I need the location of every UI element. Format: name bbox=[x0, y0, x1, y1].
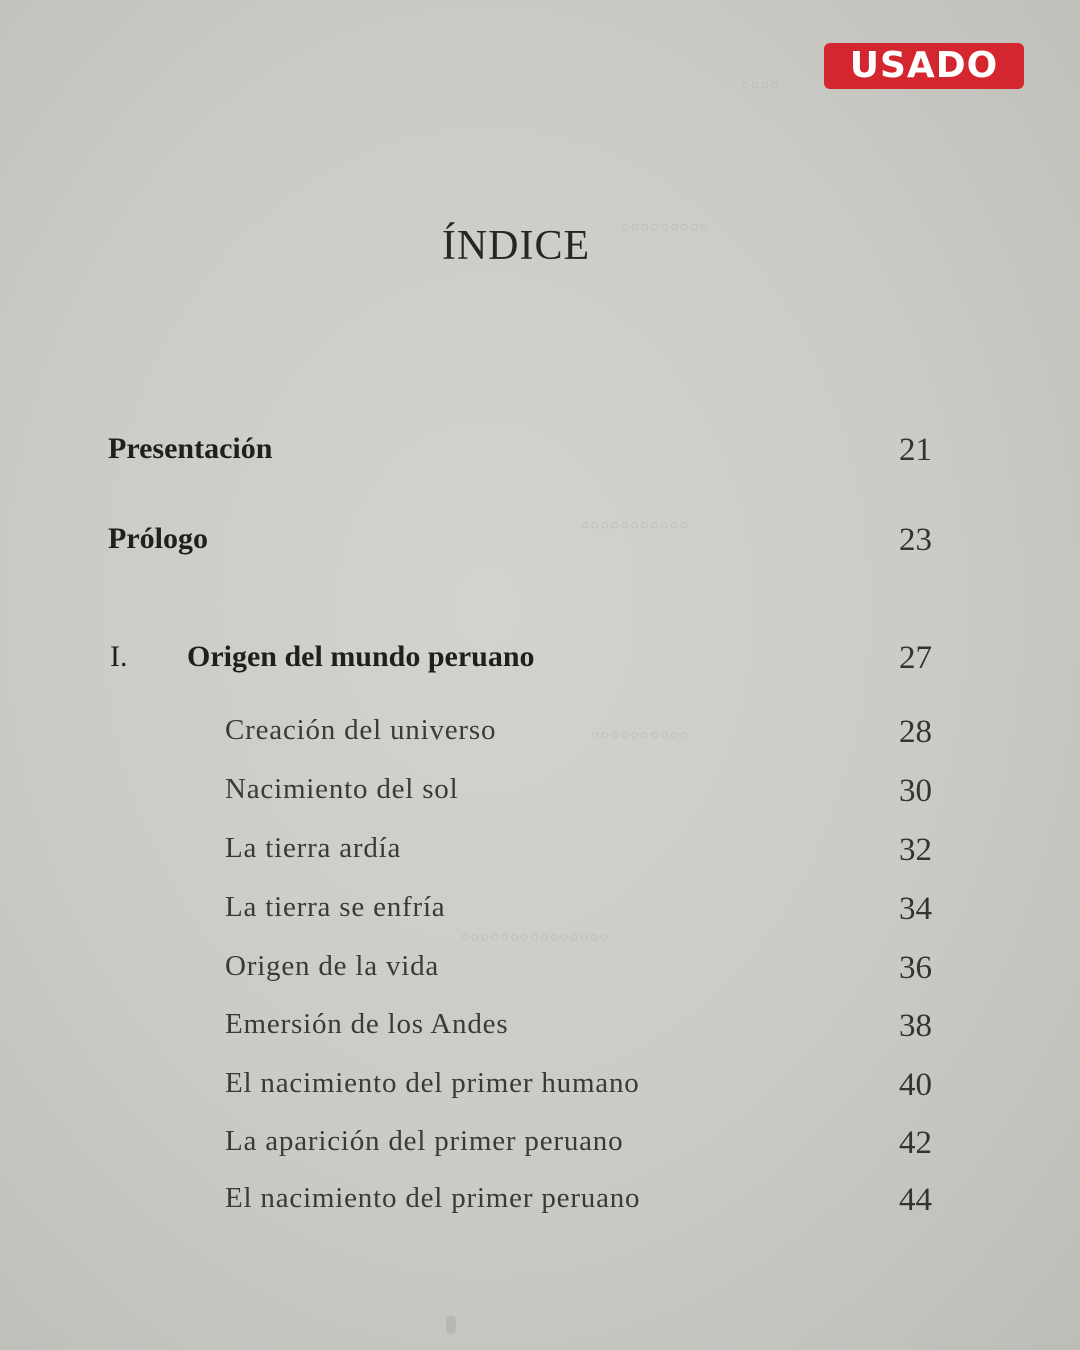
toc-section bbox=[0, 1008, 1080, 1052]
toc-entry-page: 21 bbox=[899, 432, 932, 468]
used-badge: USADO bbox=[824, 43, 1024, 89]
chapter-page: 27 bbox=[899, 640, 932, 676]
toc-section bbox=[0, 714, 1080, 758]
toc-section-label: El nacimiento del primer humano bbox=[225, 1067, 640, 1099]
toc-section-page: 42 bbox=[899, 1125, 932, 1161]
toc-entry-prologo bbox=[0, 522, 1080, 566]
page-title: ÍNDICE bbox=[441, 223, 591, 269]
toc-section-page: 32 bbox=[899, 832, 932, 868]
toc-entry-label: Presentación bbox=[108, 432, 273, 465]
toc-section-label: Creación del universo bbox=[225, 714, 497, 746]
toc-section-page: 28 bbox=[899, 714, 932, 750]
toc-section-label: La tierra ardía bbox=[225, 832, 402, 864]
toc-section-page: 40 bbox=[899, 1067, 932, 1103]
show-through-text: ◦◦◦◦◦◦◦◦◦◦◦◦◦◦◦ bbox=[460, 922, 609, 953]
toc-section-page: 44 bbox=[899, 1182, 932, 1218]
toc-chapter-1 bbox=[0, 640, 1080, 684]
toc-section bbox=[0, 832, 1080, 876]
toc-section bbox=[0, 1125, 1080, 1169]
chapter-numeral: I. bbox=[110, 640, 128, 673]
show-through-text: ◦◦◦◦◦◦◦◦◦◦ bbox=[590, 720, 690, 751]
toc-section-label: La tierra se enfría bbox=[225, 891, 446, 923]
toc-section-label: Emersión de los Andes bbox=[225, 1008, 509, 1040]
show-through-text: ◦◦◦◦ bbox=[740, 70, 780, 101]
show-through-text: ◦◦◦◦◦◦◦◦◦◦◦ bbox=[580, 510, 690, 541]
toc-section-label: El nacimiento del primer peruano bbox=[225, 1182, 641, 1214]
toc-section-page: 34 bbox=[899, 891, 932, 927]
toc-section-page: 38 bbox=[899, 1008, 932, 1044]
page-marker bbox=[446, 1316, 456, 1334]
toc-section bbox=[0, 773, 1080, 817]
toc-section-label: Origen de la vida bbox=[225, 950, 440, 982]
toc-section bbox=[0, 950, 1080, 994]
toc-section bbox=[0, 1182, 1080, 1226]
chapter-label: Origen del mundo peruano bbox=[187, 640, 535, 673]
toc-section-label: Nacimiento del sol bbox=[225, 773, 459, 805]
show-through-text: ◦◦◦◦◦◦◦◦◦ bbox=[620, 212, 710, 243]
toc-entry-page: 23 bbox=[899, 522, 932, 558]
toc-section-page: 30 bbox=[899, 773, 932, 809]
toc-entry-presentacion bbox=[0, 432, 1080, 476]
toc-section-label: La aparición del primer peruano bbox=[225, 1125, 624, 1157]
toc-section-page: 36 bbox=[899, 950, 932, 986]
toc-entry-label: Prólogo bbox=[108, 522, 208, 555]
toc-section bbox=[0, 1067, 1080, 1111]
toc-section bbox=[0, 891, 1080, 935]
